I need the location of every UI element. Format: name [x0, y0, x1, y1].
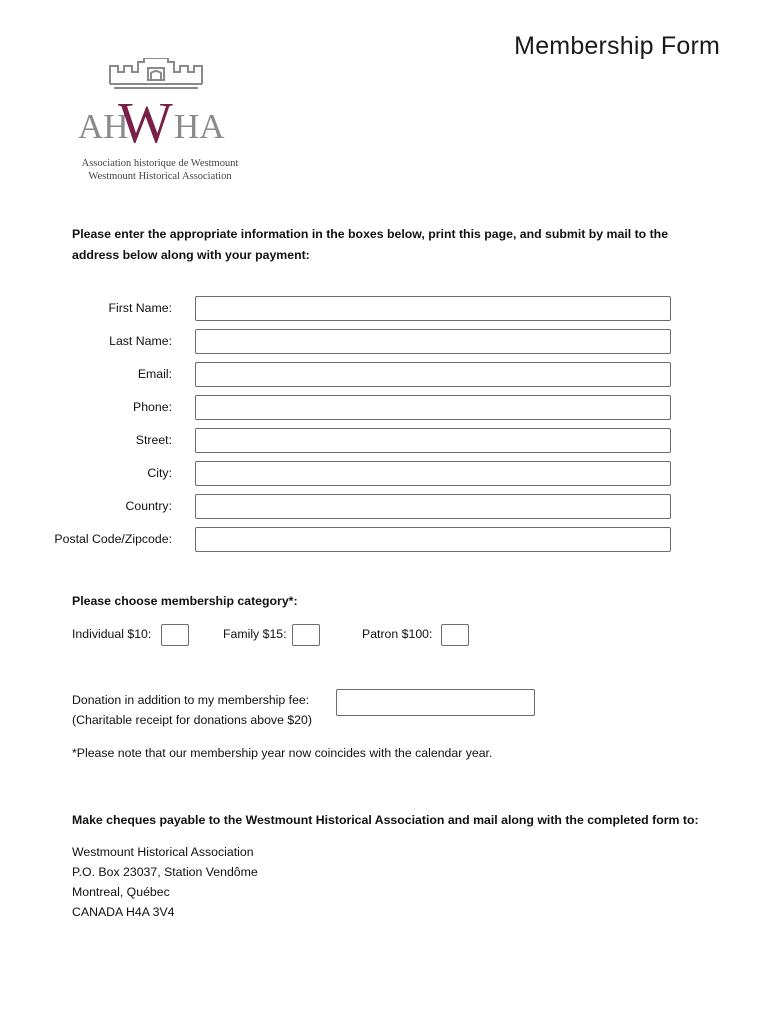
individual-checkbox[interactable]: [161, 624, 189, 646]
postal-code-label: Postal Code/Zipcode:: [54, 532, 172, 546]
logo-english-name: Westmount Historical Association: [88, 171, 232, 182]
last-name-label: Last Name:: [109, 334, 172, 348]
castle-logo-icon: [74, 58, 239, 158]
address-line-4: CANADA H4A 3V4: [72, 905, 175, 919]
individual-label: Individual $10:: [72, 627, 152, 641]
logo-french-name: Association historique de Westmount: [81, 158, 239, 169]
donation-receipt-note: (Charitable receipt for donations above $20): [72, 713, 312, 727]
family-checkbox[interactable]: [292, 624, 320, 646]
page-title: Membership Form: [514, 32, 720, 60]
phone-field[interactable]: [195, 395, 671, 420]
donation-field[interactable]: [336, 689, 535, 716]
donation-label: Donation in addition to my membership fee:: [72, 693, 310, 707]
last-name-field[interactable]: [195, 329, 671, 354]
svg-text:AH: AH: [78, 107, 129, 146]
family-label: Family $15:: [223, 627, 287, 641]
first-name-label: First Name:: [108, 301, 172, 315]
city-field[interactable]: [195, 461, 671, 486]
address-line-1: Westmount Historical Association: [72, 845, 254, 859]
cheques-instruction: Make cheques payable to the Westmount Historical Association and mail along with the completed form to:: [72, 813, 699, 827]
svg-text:HA: HA: [174, 107, 225, 146]
membership-year-note: *Please note that our membership year now coincides with the calendar year.: [72, 746, 493, 760]
email-field[interactable]: [195, 362, 671, 387]
street-field[interactable]: [195, 428, 671, 453]
ahwha-logo: [74, 58, 239, 186]
phone-label: Phone:: [133, 400, 172, 414]
membership-category-title: Please choose membership category*:: [72, 594, 298, 608]
city-label: City:: [147, 466, 172, 480]
postal-code-field[interactable]: [195, 527, 671, 552]
patron-checkbox[interactable]: [441, 624, 469, 646]
street-label: Street:: [135, 433, 172, 447]
country-field[interactable]: [195, 494, 671, 519]
svg-text:W: W: [118, 90, 173, 155]
first-name-field[interactable]: [195, 296, 671, 321]
email-label: Email:: [137, 367, 172, 381]
instructions-text: Please enter the appropriate information in the boxes below, print this page, and submit by mail to the address below along with your payment:: [72, 227, 669, 262]
country-label: Country:: [125, 499, 172, 513]
address-line-3: Montreal, Québec: [72, 885, 170, 899]
patron-label: Patron $100:: [362, 627, 433, 641]
address-line-2: P.O. Box 23037, Station Vendôme: [72, 865, 258, 879]
